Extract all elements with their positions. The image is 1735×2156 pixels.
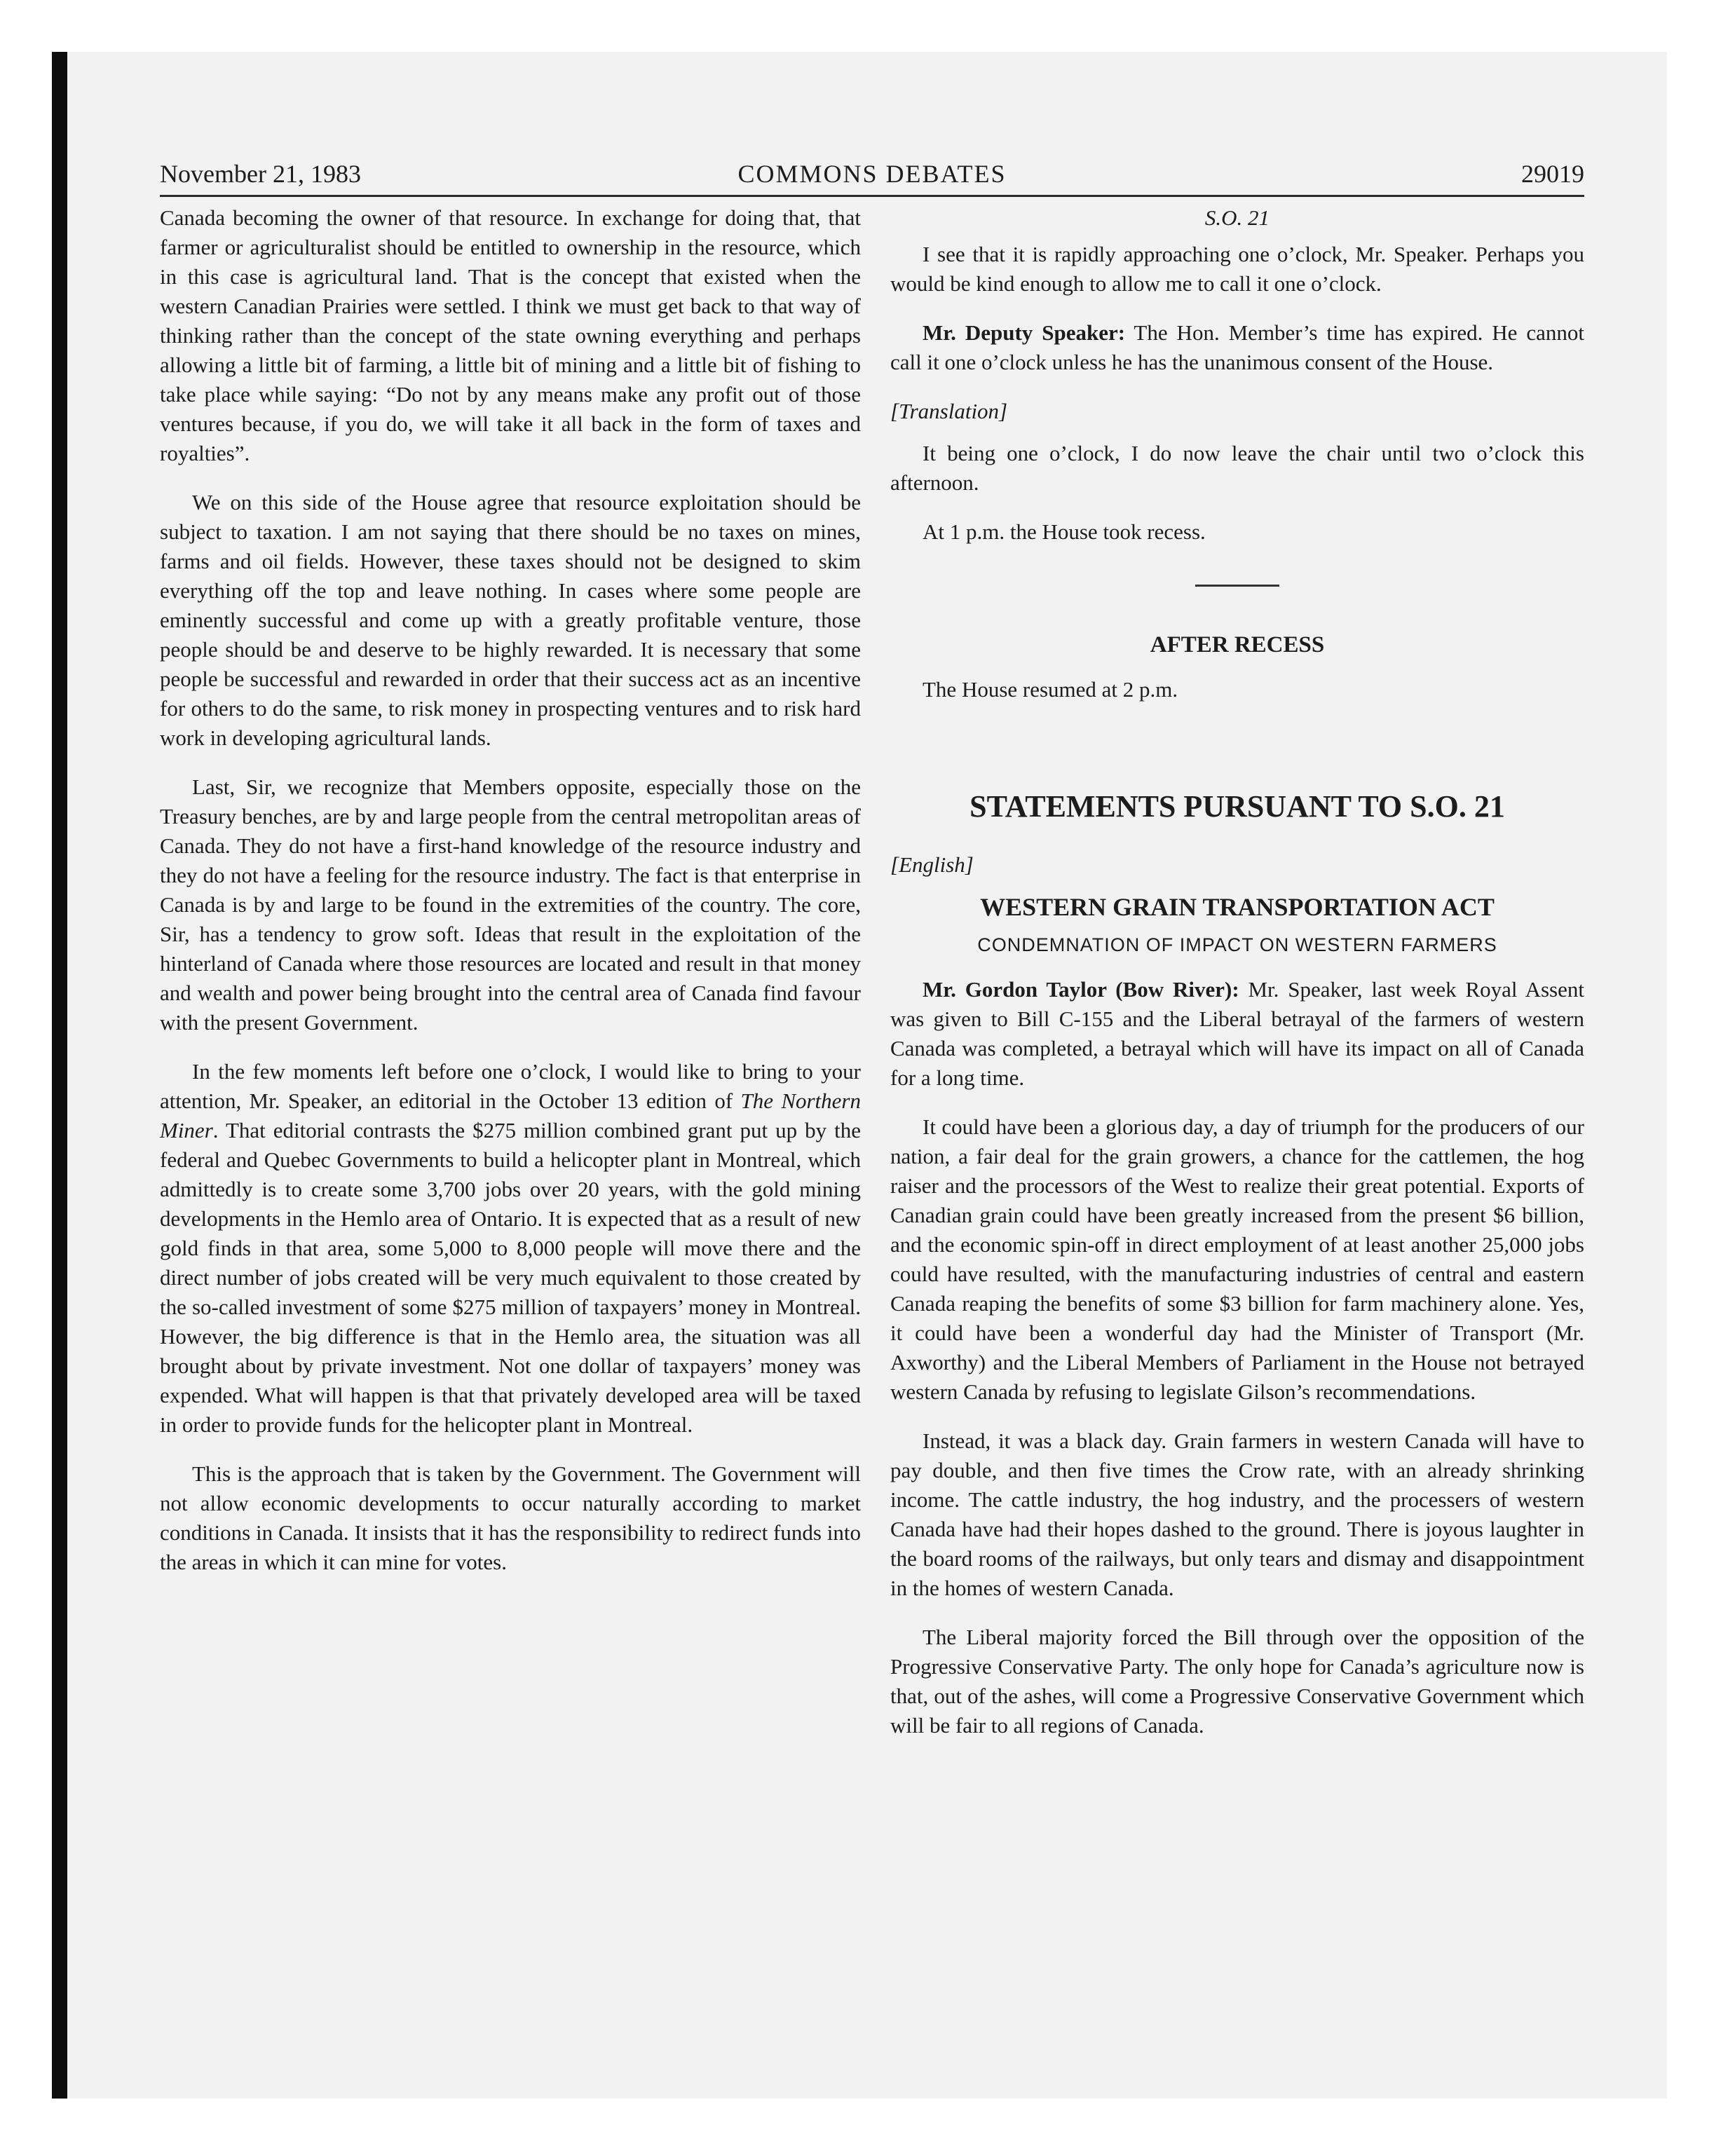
- publication-title: The Northern Miner: [160, 1089, 861, 1142]
- after-recess-heading: AFTER RECESS: [1150, 632, 1325, 657]
- one-oclock-paragraph: It being one o’clock, I do now leave the chair until two o’clock this afternoon.: [890, 441, 1584, 495]
- left-paragraph-1: Canada becoming the owner of that resource. In exchange for doing that, that farmer or agriculturalist should be entitled to ownership in the resource, which in this case is agricultural land. That is the concept that existed when the western Canadian Prairies were settled. I think we must get back to that way of thinking rather than the concept of the state owning everything and perhaps allowing a little bit of farming, a little bit of mining and a little bit of fishing to take place while saying: “Do not by any means make any profit out of those ventures because, if you do, we will take it all back in the form of taxes and royalties”.: [160, 205, 861, 465]
- left-paragraph-3: Last, Sir, we recognize that Members opposite, especially those on the Treasury benches, are by and large people from the central metropolitan areas of Canada. They do not have a first-hand knowledge of the resource industry and they do not have a feeling for the resource industry. The fact is that enterprise in Canada is by and large to be found in the extremities of the country. The core, Sir, has a tendency to grow soft. Ideas that result in the exploitation of the hinterland of Canada where those resources are located and result in that money and wealth and power being brought into the central area of Canada find favour with the present Government.: [160, 775, 861, 1035]
- english-marker: [English]: [890, 852, 974, 877]
- act-title: WESTERN GRAIN TRANSPORTATION ACT: [980, 893, 1495, 921]
- deputy-speaker-name: Mr. Deputy Speaker:: [923, 320, 1126, 345]
- act-subheading: CONDEMNATION OF IMPACT ON WESTERN FARMERS: [977, 934, 1497, 955]
- black-day-paragraph: Instead, it was a black day. Grain farmers in western Canada will have to pay double, and then five times the Crow rate, with an already shrinking income. The cattle industry, the hog industry, and the processers of western Canada have had their hopes dashed to the ground. There is joyous laughter in the board rooms of the railways, but only tears and dismay and disappointment in the homes of western Canada.: [890, 1428, 1584, 1600]
- taylor-speaker-name: Mr. Gordon Taylor (Bow River):: [923, 977, 1239, 1002]
- left-column: [160, 203, 861, 1597]
- recess-paragraph: At 1 p.m. the House took recess.: [923, 519, 1206, 544]
- section-title: STATEMENTS PURSUANT TO S.O. 21: [969, 789, 1505, 824]
- so-label: S.O. 21: [1204, 205, 1270, 230]
- taylor-paragraph: [890, 975, 1584, 1093]
- resumed-paragraph: The House resumed at 2 p.m.: [923, 677, 1178, 702]
- scan-edge-bar: [52, 52, 67, 2099]
- deputy-speaker-paragraph: [890, 318, 1584, 377]
- page-header: [160, 153, 1584, 197]
- right-paragraph-1: I see that it is rapidly approaching one o’clock, Mr. Speaker. Perhaps you would be kind enough to allow me to call it one o’clock.: [890, 242, 1584, 296]
- glorious-paragraph: It could have been a glorious day, a day of triumph for the producers of our nation, a fair deal for the grain growers, a chance for the cattlemen, the hog raiser and the processors of the West to realize their great potential. Exports of Canadian grain could have been greatly increased from the present $6 billion, and the economic spin-off in direct employment of at least another 25,000 jobs could have resulted, with the manufacturing industries of central and eastern Canada reaping the benefits of some $3 billion for farm machinery alone. Yes, it could have been a wonderful day had the Minister of Transport (Mr. Axworthy) and the Liberal Members of Parliament in the House not betrayed western Canada by refusing to legislate Gilson’s recommendations.: [890, 1114, 1584, 1404]
- left-paragraph-5: This is the approach that is taken by the Government. The Government will not allow economic developments to occur naturally according to market conditions in Canada. It insists that it has the responsibility to redirect funds into the areas in which it can mine for votes.: [160, 1461, 861, 1574]
- header-date: November 21, 1983: [160, 160, 361, 188]
- p4-text-before: In the few moments left before one o’clock, I would like to bring to your attention, Mr. Speaker, an editorial in the October 13 edition of: [160, 1059, 861, 1113]
- left-paragraph-2: We on this side of the House agree that resource exploitation should be subject to taxation. I am not saying that there should be no taxes on mines, farms and oil fields. However, these taxes should not be designed to skim everything off the top and leave nothing. In cases where some people are eminently successful and come up with a greatly profitable venture, those people should be and deserve to be highly rewarded. It is necessary that some people be successful and rewarded in order that their success act as an incentive for others to do the same, to risk money in prospecting ventures and to risk hard work in developing agricultural lands.: [160, 490, 861, 750]
- right-column: [890, 203, 1584, 1760]
- left-paragraph-4: [160, 1057, 861, 1440]
- translation-marker: [Translation]: [890, 399, 1008, 423]
- header-title: COMMONS DEBATES: [737, 160, 1007, 188]
- header-page-number: 29019: [1521, 160, 1584, 188]
- section-divider: [1195, 585, 1279, 587]
- deputy-speaker-text: The Hon. Member’s time has expired. He cannot call it one o’clock unless he has the unanimous consent of the House.: [890, 320, 1584, 374]
- taylor-text: Mr. Speaker, last week Royal Assent was given to Bill C-155 and the Liberal betrayal of the farmers of western Canada was completed, a betrayal which will have its impact on all of Canada for a long time.: [890, 977, 1584, 1090]
- p4-text-after: . That editorial contrasts the $275 million combined grant put up by the federal and Quebec Governments to build a helicopter plant in Montreal, which admittedly is to create some 3,700 jobs over 20 years, with the gold mining developments in the Hemlo area of Ontario. It is expected that as a result of new gold finds in that area, some 5,000 to 8,000 people will move there and the direct number of jobs created will be very much equivalent to those created by the so-called investment of some $275 million of taxpayers’ money in Montreal. However, the big difference is that in the Hemlo area, the situation was all brought about by private investment. Not one dollar of taxpayers’ money was expended. What will happen is that that privately developed area will be taxed in order to provide funds for the helicopter plant in Montreal.: [160, 1118, 861, 1437]
- majority-paragraph: The Liberal majority forced the Bill through over the opposition of the Progressive Conservative Party. The only hope for Canada’s agriculture now is that, out of the ashes, will come a Progressive Conservative Government which will be fair to all regions of Canada.: [890, 1625, 1584, 1738]
